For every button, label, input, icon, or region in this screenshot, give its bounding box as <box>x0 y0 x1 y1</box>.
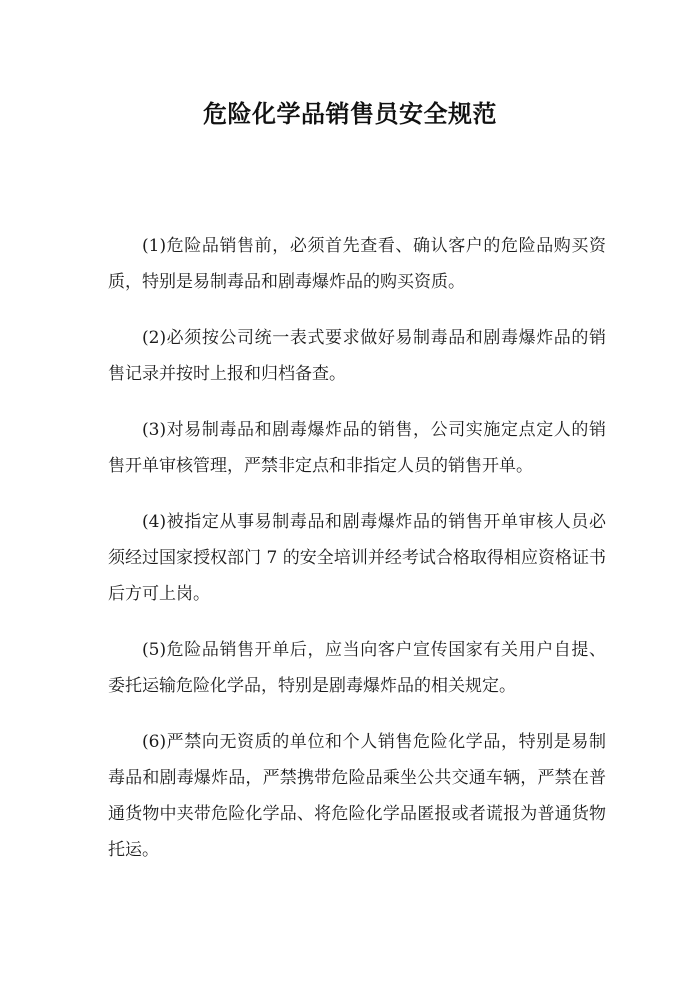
document-body <box>108 228 606 888</box>
paragraph-6: (6)严禁向无资质的单位和个人销售危险化学品，特别是易制毒品和剧毒爆炸品，严禁携带危险品乘坐公共交通车辆，严禁在普通货物中夹带危险化学品、将危险化学品匿报或者谎报为普通货物托运。 <box>108 732 606 860</box>
paragraph-5: (5)危险品销售开单后，应当向客户宣传国家有关用户自提、委托运输危险化学品，特别是剧毒爆炸品的相关规定。 <box>108 640 606 696</box>
paragraph-1: (1)危险品销售前，必须首先查看、确认客户的危险品购买资质，特别是易制毒品和剧毒爆炸品的购买资质。 <box>108 236 606 292</box>
paragraph-4: (4)被指定从事易制毒品和剧毒爆炸品的销售开单审核人员必须经过国家授权部门 7 的安全培训并经考试合格取得相应资格证书后方可上岗。 <box>108 512 606 604</box>
paragraph-3: (3)对易制毒品和剧毒爆炸品的销售，公司实施定点定人的销售开单审核管理，严禁非定点和非指定人员的销售开单。 <box>108 420 606 476</box>
document-title: 危险化学品销售员安全规范 <box>203 100 497 128</box>
paragraph-2: (2)必须按公司统一表式要求做好易制毒品和剧毒爆炸品的销售记录并按时上报和归档备查。 <box>108 328 606 384</box>
